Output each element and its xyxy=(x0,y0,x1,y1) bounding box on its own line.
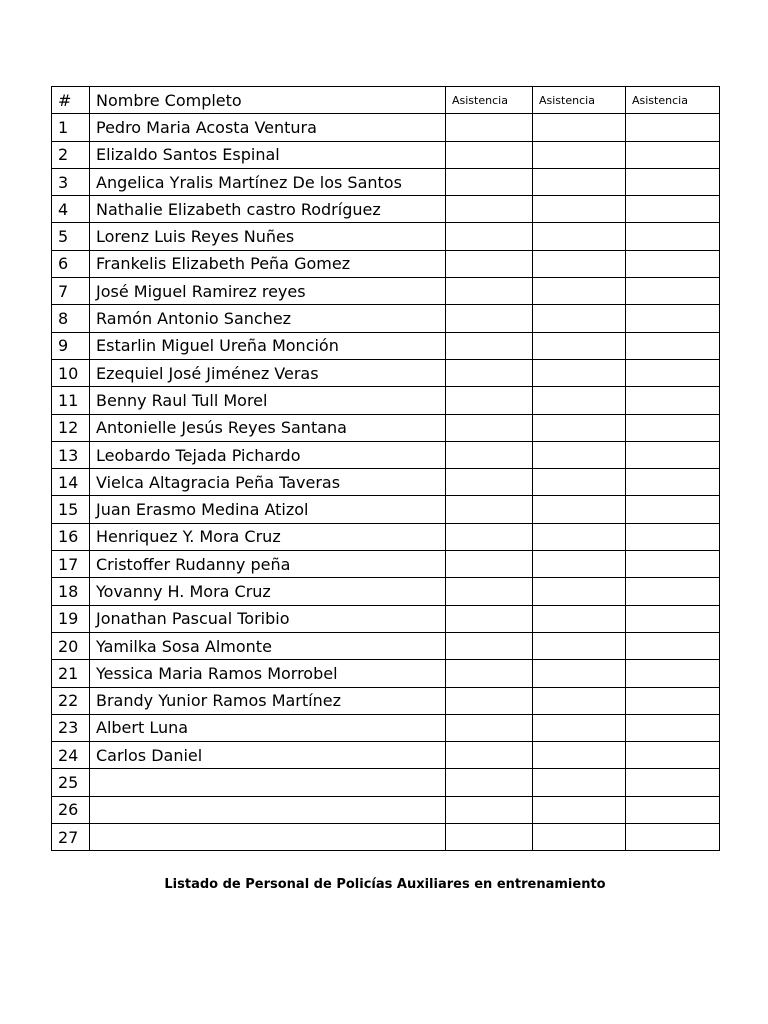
attendance-cell-2[interactable] xyxy=(533,796,626,823)
table-row xyxy=(52,523,720,550)
attendance-cell-1[interactable] xyxy=(446,141,533,168)
attendance-cell-1[interactable] xyxy=(446,223,533,250)
attendance-cell-3[interactable] xyxy=(626,278,720,305)
table-row xyxy=(52,469,720,496)
row-full-name: Juan Erasmo Medina Atizol xyxy=(90,496,446,523)
row-number: 22 xyxy=(52,687,90,714)
attendance-cell-3[interactable] xyxy=(626,359,720,386)
attendance-cell-3[interactable] xyxy=(626,469,720,496)
attendance-cell-2[interactable] xyxy=(533,441,626,468)
row-full-name: Estarlin Miguel Ureña Monción xyxy=(90,332,446,359)
row-number: 23 xyxy=(52,714,90,741)
row-full-name: Nathalie Elizabeth castro Rodríguez xyxy=(90,196,446,223)
attendance-cell-3[interactable] xyxy=(626,250,720,277)
table-row xyxy=(52,114,720,141)
table-row xyxy=(52,278,720,305)
attendance-cell-1[interactable] xyxy=(446,250,533,277)
table-body xyxy=(52,114,720,851)
row-number: 27 xyxy=(52,824,90,851)
attendance-cell-3[interactable] xyxy=(626,769,720,796)
row-full-name: Jonathan Pascual Toribio xyxy=(90,605,446,632)
row-full-name: Benny Raul Tull Morel xyxy=(90,387,446,414)
row-number: 17 xyxy=(52,551,90,578)
row-number: 20 xyxy=(52,632,90,659)
row-number: 3 xyxy=(52,168,90,195)
row-full-name: Cristoffer Rudanny peña xyxy=(90,551,446,578)
attendance-cell-1[interactable] xyxy=(446,551,533,578)
table-row xyxy=(52,168,720,195)
header-attendance-3: Asistencia xyxy=(626,87,720,114)
table-row xyxy=(52,305,720,332)
attendance-cell-2[interactable] xyxy=(533,578,626,605)
table-row xyxy=(52,632,720,659)
table-row xyxy=(52,496,720,523)
table-row xyxy=(52,578,720,605)
row-full-name: Yessica Maria Ramos Morrobel xyxy=(90,660,446,687)
attendance-cell-2[interactable] xyxy=(533,196,626,223)
attendance-cell-3[interactable] xyxy=(626,168,720,195)
attendance-cell-1[interactable] xyxy=(446,687,533,714)
attendance-cell-1[interactable] xyxy=(446,168,533,195)
header-attendance-2: Asistencia xyxy=(533,87,626,114)
row-full-name: Yamilka Sosa Almonte xyxy=(90,632,446,659)
table-row xyxy=(52,687,720,714)
row-number: 21 xyxy=(52,660,90,687)
attendance-cell-1[interactable] xyxy=(446,742,533,769)
attendance-cell-1[interactable] xyxy=(446,469,533,496)
header-attendance-1: Asistencia xyxy=(446,87,533,114)
row-full-name: Henriquez Y. Mora Cruz xyxy=(90,523,446,550)
row-number: 13 xyxy=(52,441,90,468)
table-row xyxy=(52,141,720,168)
attendance-cell-1[interactable] xyxy=(446,769,533,796)
row-full-name xyxy=(90,796,446,823)
attendance-cell-3[interactable] xyxy=(626,824,720,851)
attendance-cell-2[interactable] xyxy=(533,551,626,578)
attendance-cell-1[interactable] xyxy=(446,305,533,332)
attendance-cell-1[interactable] xyxy=(446,660,533,687)
attendance-cell-3[interactable] xyxy=(626,496,720,523)
row-number: 1 xyxy=(52,114,90,141)
attendance-cell-3[interactable] xyxy=(626,660,720,687)
attendance-cell-1[interactable] xyxy=(446,196,533,223)
table-row xyxy=(52,223,720,250)
attendance-cell-3[interactable] xyxy=(626,332,720,359)
attendance-cell-3[interactable] xyxy=(626,414,720,441)
attendance-cell-2[interactable] xyxy=(533,387,626,414)
attendance-cell-2[interactable] xyxy=(533,714,626,741)
attendance-cell-3[interactable] xyxy=(626,605,720,632)
attendance-cell-2[interactable] xyxy=(533,523,626,550)
attendance-cell-2[interactable] xyxy=(533,332,626,359)
row-number: 2 xyxy=(52,141,90,168)
row-number: 4 xyxy=(52,196,90,223)
table-row xyxy=(52,359,720,386)
row-number: 10 xyxy=(52,359,90,386)
attendance-cell-3[interactable] xyxy=(626,196,720,223)
attendance-cell-1[interactable] xyxy=(446,359,533,386)
attendance-cell-3[interactable] xyxy=(626,632,720,659)
row-full-name: Albert Luna xyxy=(90,714,446,741)
attendance-cell-3[interactable] xyxy=(626,578,720,605)
attendance-cell-1[interactable] xyxy=(446,414,533,441)
row-full-name: Elizaldo Santos Espinal xyxy=(90,141,446,168)
row-number: 11 xyxy=(52,387,90,414)
attendance-cell-2[interactable] xyxy=(533,496,626,523)
attendance-cell-1[interactable] xyxy=(446,114,533,141)
attendance-cell-2[interactable] xyxy=(533,250,626,277)
attendance-cell-3[interactable] xyxy=(626,742,720,769)
attendance-cell-3[interactable] xyxy=(626,141,720,168)
attendance-cell-1[interactable] xyxy=(446,796,533,823)
row-number: 14 xyxy=(52,469,90,496)
attendance-cell-3[interactable] xyxy=(626,305,720,332)
document-caption: Listado de Personal de Policías Auxiliares en entrenamiento xyxy=(164,877,606,892)
row-number: 6 xyxy=(52,250,90,277)
attendance-cell-2[interactable] xyxy=(533,278,626,305)
attendance-cell-1[interactable] xyxy=(446,632,533,659)
row-full-name: Angelica Yralis Martínez De los Santos xyxy=(90,168,446,195)
row-full-name: Vielca Altagracia Peña Taveras xyxy=(90,469,446,496)
table-row xyxy=(52,387,720,414)
row-full-name: Frankelis Elizabeth Peña Gomez xyxy=(90,250,446,277)
attendance-cell-3[interactable] xyxy=(626,523,720,550)
row-number: 8 xyxy=(52,305,90,332)
attendance-cell-2[interactable] xyxy=(533,114,626,141)
attendance-cell-3[interactable] xyxy=(626,114,720,141)
attendance-cell-1[interactable] xyxy=(446,496,533,523)
row-full-name: Ezequiel José Jiménez Veras xyxy=(90,359,446,386)
row-number: 16 xyxy=(52,523,90,550)
attendance-cell-2[interactable] xyxy=(533,414,626,441)
attendance-cell-3[interactable] xyxy=(626,387,720,414)
table-row xyxy=(52,196,720,223)
attendance-cell-2[interactable] xyxy=(533,141,626,168)
row-number: 7 xyxy=(52,278,90,305)
row-number: 24 xyxy=(52,742,90,769)
attendance-cell-2[interactable] xyxy=(533,305,626,332)
attendance-cell-1[interactable] xyxy=(446,605,533,632)
row-number: 9 xyxy=(52,332,90,359)
row-number: 15 xyxy=(52,496,90,523)
attendance-cell-2[interactable] xyxy=(533,687,626,714)
attendance-cell-1[interactable] xyxy=(446,332,533,359)
row-full-name: Antonielle Jesús Reyes Santana xyxy=(90,414,446,441)
table-row xyxy=(52,796,720,823)
row-full-name xyxy=(90,824,446,851)
table-row xyxy=(52,742,720,769)
row-number: 5 xyxy=(52,223,90,250)
row-full-name: Ramón Antonio Sanchez xyxy=(90,305,446,332)
row-number: 18 xyxy=(52,578,90,605)
row-full-name: José Miguel Ramirez reyes xyxy=(90,278,446,305)
attendance-cell-2[interactable] xyxy=(533,223,626,250)
header-number: # xyxy=(52,87,90,114)
attendance-cell-3[interactable] xyxy=(626,796,720,823)
attendance-cell-1[interactable] xyxy=(446,441,533,468)
attendance-cell-2[interactable] xyxy=(533,824,626,851)
row-number: 19 xyxy=(52,605,90,632)
header-full-name: Nombre Completo xyxy=(90,87,446,114)
attendance-cell-1[interactable] xyxy=(446,278,533,305)
table-row xyxy=(52,332,720,359)
attendance-cell-2[interactable] xyxy=(533,660,626,687)
row-number: 12 xyxy=(52,414,90,441)
attendance-cell-2[interactable] xyxy=(533,742,626,769)
table-row xyxy=(52,441,720,468)
attendance-sheet xyxy=(51,86,719,851)
row-number: 26 xyxy=(52,796,90,823)
row-full-name: Lorenz Luis Reyes Nuñes xyxy=(90,223,446,250)
attendance-cell-2[interactable] xyxy=(533,359,626,386)
table-row xyxy=(52,824,720,851)
table-row xyxy=(52,714,720,741)
row-full-name: Brandy Yunior Ramos Martínez xyxy=(90,687,446,714)
attendance-cell-1[interactable] xyxy=(446,387,533,414)
table-row xyxy=(52,414,720,441)
attendance-cell-3[interactable] xyxy=(626,223,720,250)
row-full-name xyxy=(90,769,446,796)
attendance-cell-2[interactable] xyxy=(533,632,626,659)
attendance-cell-1[interactable] xyxy=(446,824,533,851)
personnel-table xyxy=(51,86,720,851)
table-row xyxy=(52,551,720,578)
attendance-cell-1[interactable] xyxy=(446,523,533,550)
attendance-cell-2[interactable] xyxy=(533,769,626,796)
header-row xyxy=(52,87,720,114)
table-row xyxy=(52,660,720,687)
attendance-cell-2[interactable] xyxy=(533,605,626,632)
attendance-cell-1[interactable] xyxy=(446,578,533,605)
attendance-cell-1[interactable] xyxy=(446,714,533,741)
row-full-name: Pedro Maria Acosta Ventura xyxy=(90,114,446,141)
table-row xyxy=(52,605,720,632)
attendance-cell-3[interactable] xyxy=(626,714,720,741)
row-full-name: Yovanny H. Mora Cruz xyxy=(90,578,446,605)
attendance-cell-3[interactable] xyxy=(626,687,720,714)
attendance-cell-3[interactable] xyxy=(626,441,720,468)
row-full-name: Carlos Daniel xyxy=(90,742,446,769)
attendance-cell-2[interactable] xyxy=(533,168,626,195)
row-full-name: Leobardo Tejada Pichardo xyxy=(90,441,446,468)
table-row xyxy=(52,250,720,277)
attendance-cell-2[interactable] xyxy=(533,469,626,496)
row-number: 25 xyxy=(52,769,90,796)
attendance-cell-3[interactable] xyxy=(626,551,720,578)
table-row xyxy=(52,769,720,796)
